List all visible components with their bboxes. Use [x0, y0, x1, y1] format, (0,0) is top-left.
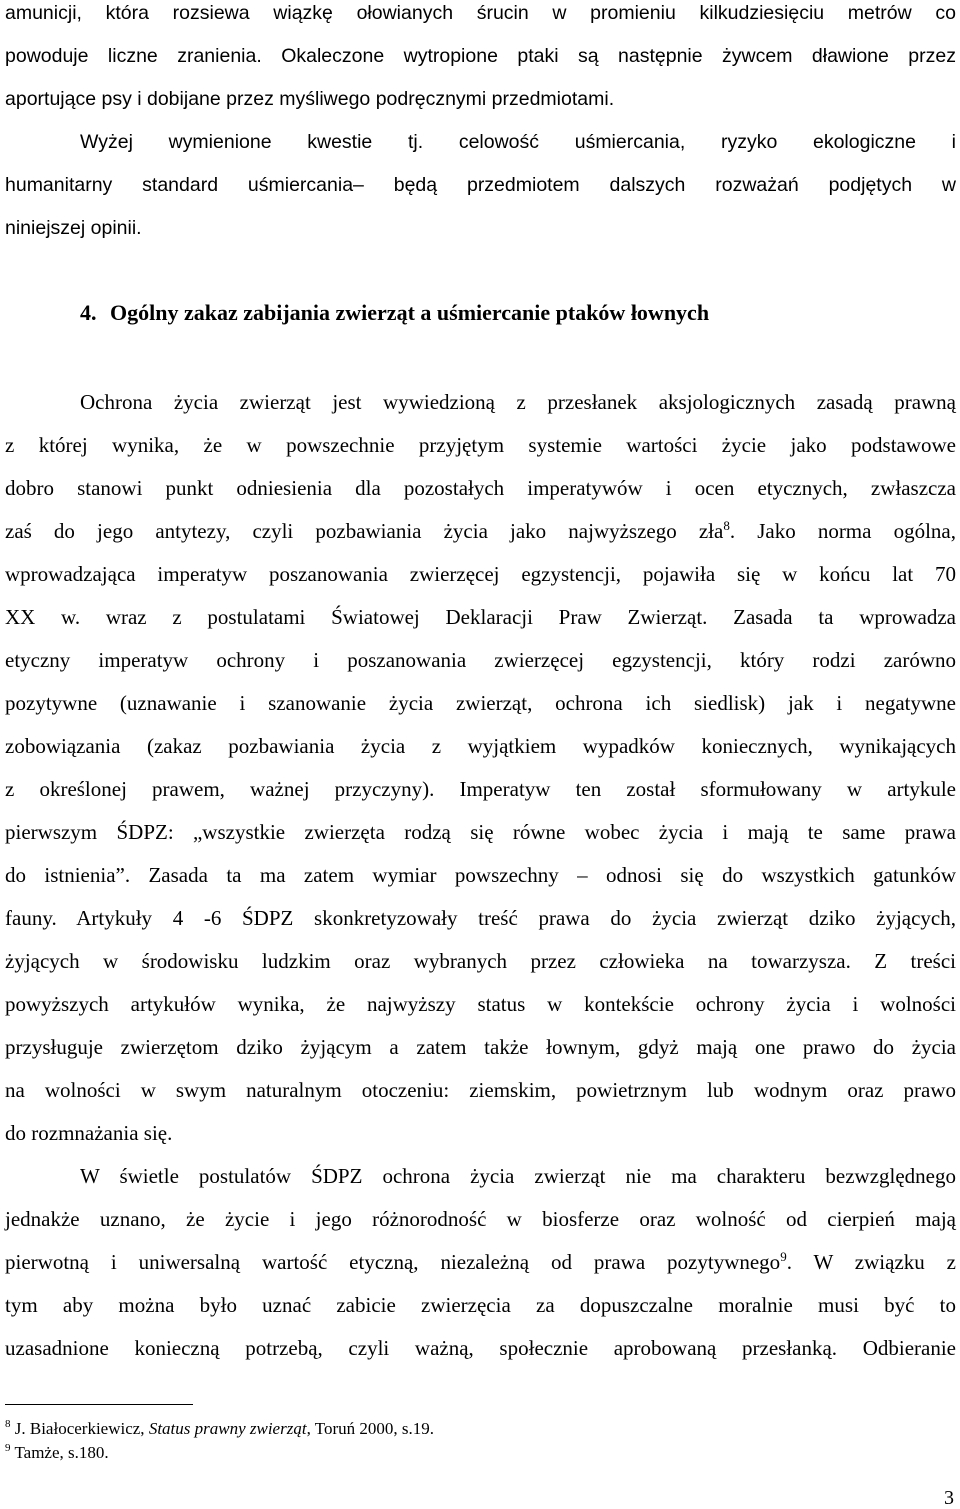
paragraph-4-line-4: tym aby można było uznać zabicie zwierzęcia za dopuszczalne moralnie musi być to	[5, 1293, 956, 1317]
section-title: Ogólny zakaz zabijania zwierząt a uśmiercanie ptaków łownych	[110, 300, 710, 325]
paragraph-3-line-4-tail: . Jako norma ogólna,	[729, 519, 956, 543]
footnote-9	[5, 1444, 109, 1461]
footnote-8-rest: , Toruń 2000, s.19.	[306, 1419, 434, 1438]
page-number: 3	[944, 1487, 954, 1509]
paragraph-2-line-1: Wyżej wymienione kwestie tj. celowość uśmiercania, ryzyko ekologiczne i	[80, 131, 956, 153]
paragraph-3-line-10: z określonej prawem, ważnej przyczyny). Imperatyw ten został sformułowany w artykule	[5, 777, 956, 801]
paragraph-3-line-1: Ochrona życia zwierząt jest wywiedzioną z przesłanek aksjologicznych zasadą prawną	[80, 390, 956, 414]
paragraph-3-line-4	[5, 518, 956, 543]
paragraph-3-line-11: pierwszym ŚDPZ: „wszystkie zwierzęta rodzą się równe wobec życia i mają te same prawa	[5, 820, 956, 844]
paragraph-2-line-3: niniejszej opinii.	[5, 217, 142, 239]
paragraph-3-line-7: etyczny imperatyw ochrony i poszanowania zwierzęcej egzystencji, który rodzi zarówno	[5, 648, 956, 672]
paragraph-3-line-14: żyjących w środowisku ludzkim oraz wybranych przez człowieka na towarzysza. Z treści	[5, 949, 956, 973]
paragraph-1-line-2: powoduje liczne zranienia. Okaleczone wytropione ptaki są następnie żywcem dławione przez	[5, 45, 956, 67]
paragraph-4-line-2: jednakże uznano, że życie i jego różnorodność w biosferze oraz wolność od cierpień mają	[5, 1207, 956, 1231]
paragraph-3-line-15: powyższych artykułów wynika, że najwyższy status w kontekście ochrony życia i wolności	[5, 992, 956, 1016]
paragraph-3-line-17: na wolności w swym naturalnym otoczeniu: ziemskim, powietrznym lub wodnym oraz prawo	[5, 1078, 956, 1102]
paragraph-3-line-13: fauny. Artykuły 4 -6 ŚDPZ skonkretyzowały treść prawa do życia zwierząt dziko żyjących,	[5, 906, 956, 930]
paragraph-3-line-18: do rozmnażania się.	[5, 1121, 173, 1145]
footnote-separator	[5, 1404, 193, 1405]
paragraph-4-line-1: W świetle postulatów ŚDPZ ochrona życia zwierząt nie ma charakteru bezwzględnego	[80, 1164, 956, 1188]
section-heading	[80, 302, 709, 324]
paragraph-4-line-3	[5, 1249, 956, 1274]
paragraph-1-line-3: aportujące psy i dobijane przez myśliwego podręcznymi przedmiotami.	[5, 88, 615, 110]
paragraph-4-line-3-text: pierwotną i uniwersalną wartość etyczną, niezależną od prawa pozytywnego	[5, 1250, 781, 1274]
paragraph-3-line-5: wprowadzająca imperatyw poszanowania zwierzęcej egzystencji, pojawiła się w końcu lat 70	[5, 562, 956, 586]
footnote-8	[5, 1420, 434, 1437]
paragraph-3-line-12: do istnienia”. Zasada ta ma zatem wymiar powszechny – odnosi się do wszystkich gatunków	[5, 863, 956, 887]
paragraph-1-line-1: amunicji, która rozsiewa wiązkę ołowianych śrucin w promieniu kilkudziesięciu metrów co	[5, 2, 956, 24]
paragraph-4-line-5: uzasadnione konieczną potrzebą, czyli ważną, społecznie aprobowaną przesłanką. Odbieranie	[5, 1336, 956, 1360]
footnote-8-title: Status prawny zwierząt	[148, 1419, 307, 1438]
footnote-9-text: Tamże, s.180.	[14, 1443, 109, 1462]
paragraph-3-line-6: XX w. wraz z postulatami Światowej Deklaracji Praw Zwierząt. Zasada ta wprowadza	[5, 605, 956, 629]
paragraph-3-line-2: z której wynika, że w powszechnie przyjętym systemie wartości życie jako podstawowe	[5, 433, 956, 457]
paragraph-3-line-9: zobowiązania (zakaz pozbawiania życia z wyjątkiem wypadków koniecznych, wynikających	[5, 734, 956, 758]
footnote-ref-9: 9	[780, 1249, 787, 1264]
paragraph-3-line-3: dobro stanowi punkt odniesienia dla pozostałych imperatywów i ocen etycznych, zwłaszcza	[5, 476, 956, 500]
paragraph-3-line-16: przysługuje zwierzętom dziko żyjącym a zatem także łownym, gdyż mają one prawo do życia	[5, 1035, 956, 1059]
paragraph-4-line-3-tail: . W związku z	[786, 1250, 956, 1274]
section-number: 4.	[80, 300, 97, 325]
footnote-8-number: 8	[5, 1418, 11, 1430]
footnote-9-number: 9	[5, 1442, 11, 1454]
footnote-8-author: J. Białocerkiewicz,	[14, 1419, 149, 1438]
paragraph-3-line-4-text: zaś do jego antytezy, czyli pozbawiania życia jako najwyższego zła	[5, 519, 724, 543]
paragraph-3-line-8: pozytywne (uznawanie i szanowanie życia zwierząt, ochrona ich siedlisk) jak i negatywne	[5, 691, 956, 715]
footnote-ref-8: 8	[723, 518, 730, 533]
paragraph-2-line-2: humanitarny standard uśmiercania– będą przedmiotem dalszych rozważań podjętych w	[5, 174, 956, 196]
